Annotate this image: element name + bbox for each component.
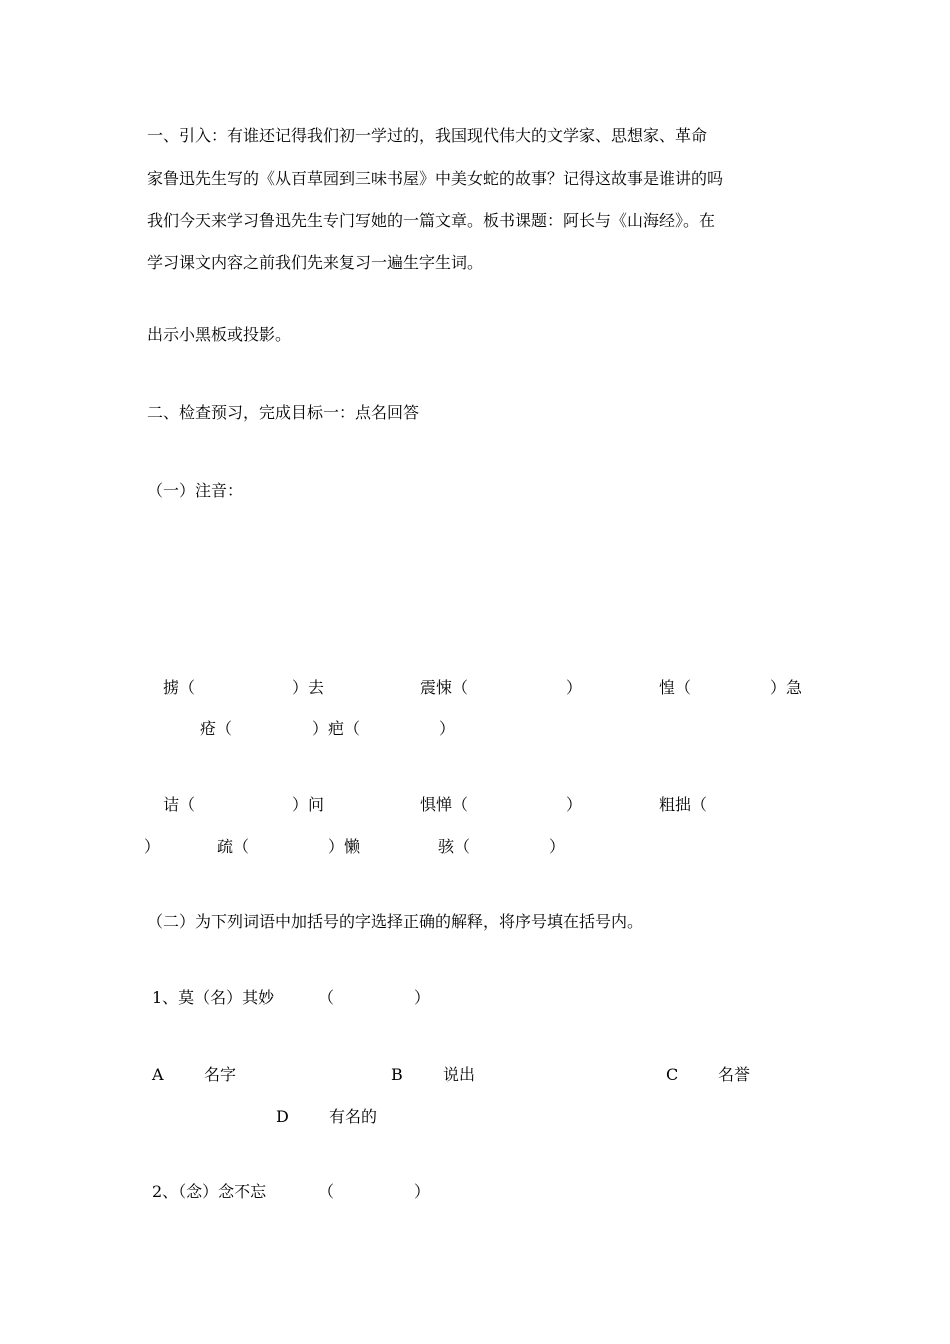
pinyin-item-lu: 掳（ <box>163 678 196 697</box>
question-1-option-d-letter: D <box>276 1107 289 1126</box>
question-2-answer-blank: （ ） <box>318 1182 431 1201</box>
intro-line-3: 我们今天来学习鲁迅先生专门写她的一篇文章。板书课题：阿长与《山海经》。在 <box>147 211 716 230</box>
pinyin-item-jie: 诘（ <box>163 795 196 814</box>
question-2-stem: 2、（念）念不忘 <box>152 1182 267 1201</box>
pinyin-item-ba-tail: ） <box>439 719 456 738</box>
intro-line-1: 一、引入：有谁还记得我们初一学过的，我国现代伟大的文学家、思想家、革命 <box>147 126 708 145</box>
question-1-option-a-text: 名字 <box>204 1065 237 1084</box>
question-1-answer-blank: （ ） <box>318 988 431 1007</box>
intro-line-4: 学习课文内容之前我们先来复习一遍生字生词。 <box>147 253 484 272</box>
pinyin-item-shu: 疏（ <box>217 837 250 856</box>
question-1-option-d-text: 有名的 <box>329 1107 378 1126</box>
question-1-option-b-text: 说出 <box>443 1065 476 1084</box>
subsection-2-title: （二）为下列词语中加括号的字选择正确的解释，将序号填在括号内。 <box>147 912 644 931</box>
question-1-option-c-letter: C <box>666 1065 679 1084</box>
section-2-title: 二、检查预习，完成目标一：点名回答 <box>147 403 420 422</box>
pinyin-item-cuzhuo: 粗拙（ <box>659 795 708 814</box>
pinyin-item-judan-tail: ） <box>566 795 583 814</box>
show-board-line: 出示小黑板或投影。 <box>147 325 292 344</box>
pinyin-item-jie-tail: ）问 <box>292 795 325 814</box>
subsection-1-title: （一）注音： <box>147 481 244 500</box>
pinyin-item-zhensong-tail: ） <box>566 678 583 697</box>
pinyin-item-hai-tail: ） <box>549 837 566 856</box>
question-1-option-c-text: 名誉 <box>718 1065 751 1084</box>
pinyin-item-shu-tail: ）懒 <box>328 837 361 856</box>
pinyin-item-cuzhuo-tail: ） <box>144 837 161 856</box>
pinyin-item-huang-tail: ）急 <box>770 678 803 697</box>
pinyin-item-ba: ）疤（ <box>312 719 361 738</box>
question-1-option-a-letter: A <box>152 1065 164 1084</box>
pinyin-item-hai: 骇（ <box>438 837 471 856</box>
pinyin-item-zhensong: 震悚（ <box>420 678 469 697</box>
intro-line-2: 家鲁迅先生写的《从百草园到三味书屋》中美女蛇的故事？记得这故事是谁讲的吗 <box>147 169 724 188</box>
pinyin-item-chuang: 疮（ <box>200 719 233 738</box>
pinyin-item-judan: 惧惮（ <box>420 795 469 814</box>
question-1-stem: 1、莫（名）其妙 <box>152 988 275 1007</box>
pinyin-item-huang: 惶（ <box>659 678 692 697</box>
pinyin-item-lu-tail: ）去 <box>292 678 325 697</box>
question-1-option-b-letter: B <box>391 1065 403 1084</box>
